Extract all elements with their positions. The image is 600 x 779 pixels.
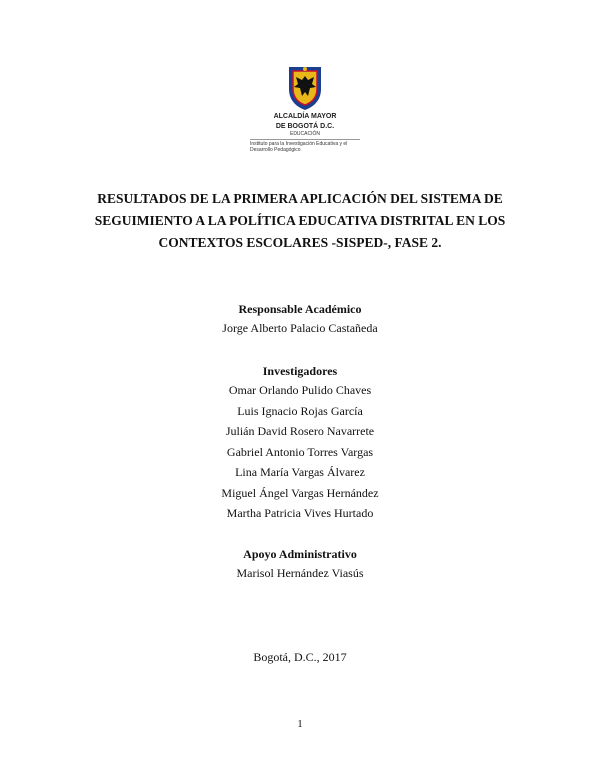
title-line-1: RESULTADOS DE LA PRIMERA APLICACIÓN DEL SISTEMA DE (97, 191, 503, 206)
logo-line-3: EDUCACIÓN (289, 131, 320, 137)
responsable-name: Jorge Alberto Palacio Castañeda (222, 321, 378, 335)
investigador-name: Luis Ignacio Rojas García (237, 403, 363, 418)
investigador-name: Julián David Rosero Navarrete (225, 424, 375, 438)
logo-line-2: DE BOGOTÁ D.C. (275, 123, 335, 130)
apoyo-name: Marisol Hernández Viasús (236, 566, 364, 580)
investigadores-section (0, 362, 600, 524)
investigador-name: Omar Orlando Pulido Chaves (228, 383, 372, 397)
investigador-name: Lina María Vargas Álvarez (235, 465, 365, 479)
coat-of-arms-icon (285, 63, 325, 111)
logo-divider (250, 139, 360, 140)
institution-logo (250, 63, 360, 153)
title-line-3: CONTEXTOS ESCOLARES -SISPED-, FASE 2. (158, 235, 442, 250)
investigadores-heading: Investigadores (262, 364, 338, 378)
logo-line-5: Desarrollo Pedagógico (250, 147, 301, 153)
apoyo-heading: Apoyo Administrativo (243, 547, 357, 561)
logo-line-4: Instituto para la Investigación Educativa y el (250, 141, 348, 147)
responsable-heading: Responsable Académico (238, 302, 362, 316)
page-number: 1 (297, 718, 303, 730)
logo-line-1: ALCALDÍA MAYOR (273, 113, 337, 120)
title-line-2: SEGUIMIENTO A LA POLÍTICA EDUCATIVA DISTRITAL EN LOS (94, 213, 506, 228)
apoyo-section (0, 545, 600, 584)
place-date: Bogotá, D.C., 2017 (253, 650, 347, 664)
responsable-section (0, 300, 600, 339)
document-title (60, 188, 540, 254)
investigador-name: Miguel Ángel Vargas Hernández (221, 485, 379, 500)
investigador-name: Gabriel Antonio Torres Vargas (226, 444, 374, 459)
investigador-name: Martha Patricia Vives Hurtado (226, 506, 374, 520)
